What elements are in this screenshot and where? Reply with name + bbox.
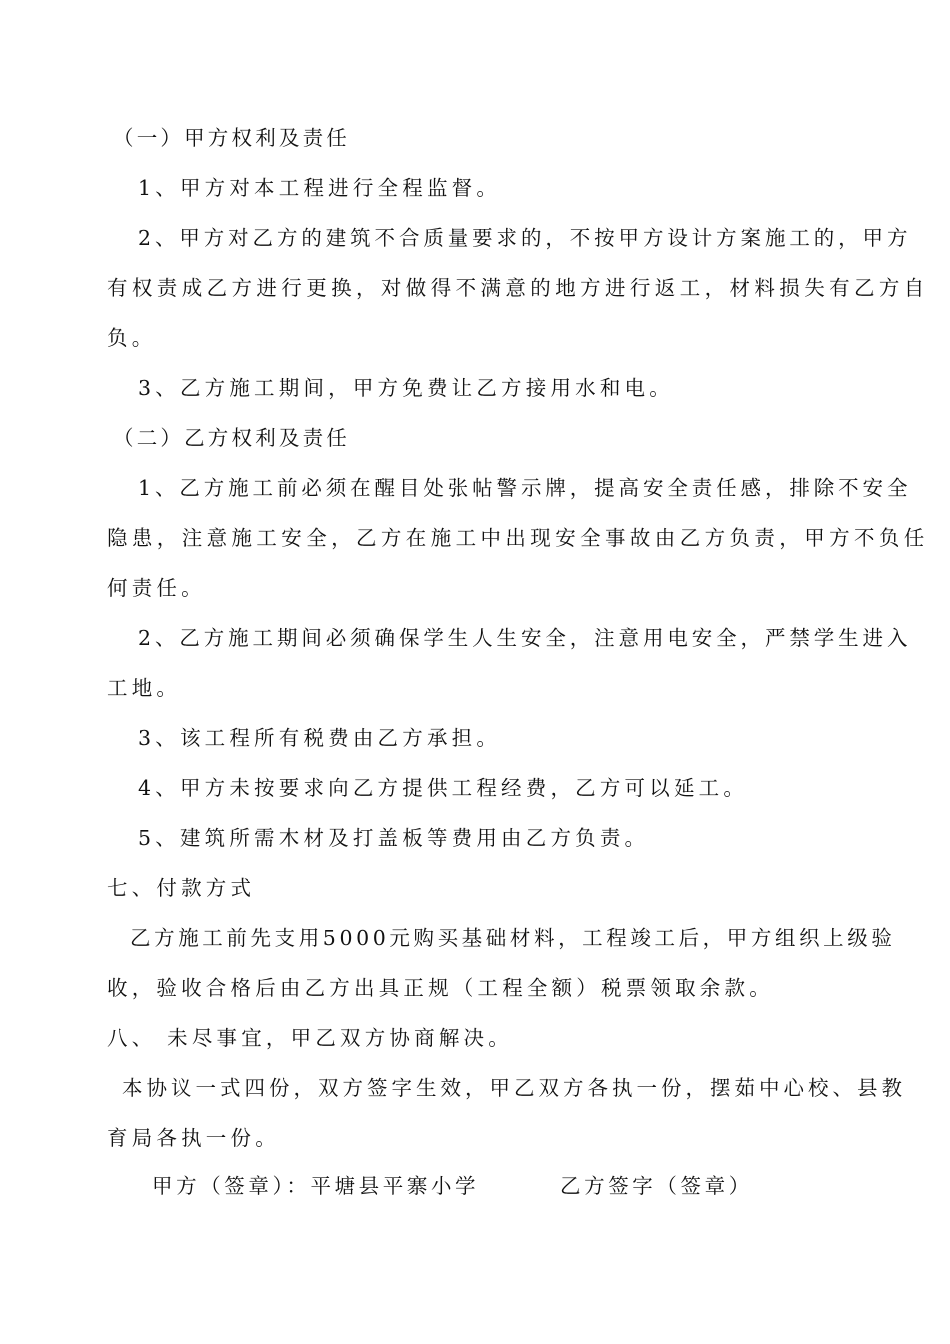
clause-b3: 3、该工程所有税费由乙方承担。 bbox=[138, 726, 502, 750]
section-8: 八、 未尽事宜，甲乙双方协商解决。 bbox=[107, 1026, 513, 1050]
clause-b2-line2: 工地。 bbox=[107, 676, 182, 700]
clause-b1-line3: 何责任。 bbox=[107, 576, 206, 600]
clause-b5: 5、建筑所需木材及打盖板等费用由乙方负责。 bbox=[138, 826, 650, 850]
payment-line1: 乙方施工前先支用5000元购买基础材料，工程竣工后，甲方组织上级验 bbox=[130, 926, 896, 950]
clause-b4: 4、甲方未按要求向乙方提供工程经费，乙方可以延工。 bbox=[138, 776, 749, 800]
clause-b2-line1: 2、乙方施工期间必须确保学生人生安全，注意用电安全，严禁学生进入 bbox=[138, 626, 912, 650]
clause-a3: 3、乙方施工期间，甲方免费让乙方接用水和电。 bbox=[138, 376, 674, 400]
section-a-heading: （一）甲方权利及责任 bbox=[113, 126, 350, 150]
clause-a2-line3: 负。 bbox=[107, 326, 157, 350]
clause-a2-line2: 有权责成乙方进行更换，对做得不满意的地方进行返工，材料损失有乙方自 bbox=[107, 276, 929, 300]
signature-party-a: 甲方（签章）：平塘县平寨小学 bbox=[152, 1174, 480, 1198]
section-7-heading: 七、付款方式 bbox=[107, 876, 256, 900]
section-b-heading: （二）乙方权利及责任 bbox=[113, 426, 350, 450]
clause-b1-line1: 1、乙方施工前必须在醒目处张帖警示牌，提高安全责任感，排除不安全 bbox=[138, 476, 912, 500]
payment-line2: 收，验收合格后由乙方出具正规（工程全额）税票领取余款。 bbox=[107, 976, 774, 1000]
clause-b1-line2: 隐患，注意施工安全，乙方在施工中出现安全事故由乙方负责，甲方不负任 bbox=[107, 526, 929, 550]
copies-line2: 育局各执一份。 bbox=[107, 1126, 280, 1150]
copies-line1: 本协议一式四份，双方签字生效，甲乙双方各执一份，摆茹中心校、县教 bbox=[122, 1076, 906, 1100]
clause-a1: 1、甲方对本工程进行全程监督。 bbox=[138, 176, 502, 200]
signature-party-b: 乙方签字（签章） bbox=[560, 1174, 753, 1198]
clause-a2-line1: 2、甲方对乙方的建筑不合质量要求的，不按甲方设计方案施工的，甲方 bbox=[138, 226, 912, 250]
